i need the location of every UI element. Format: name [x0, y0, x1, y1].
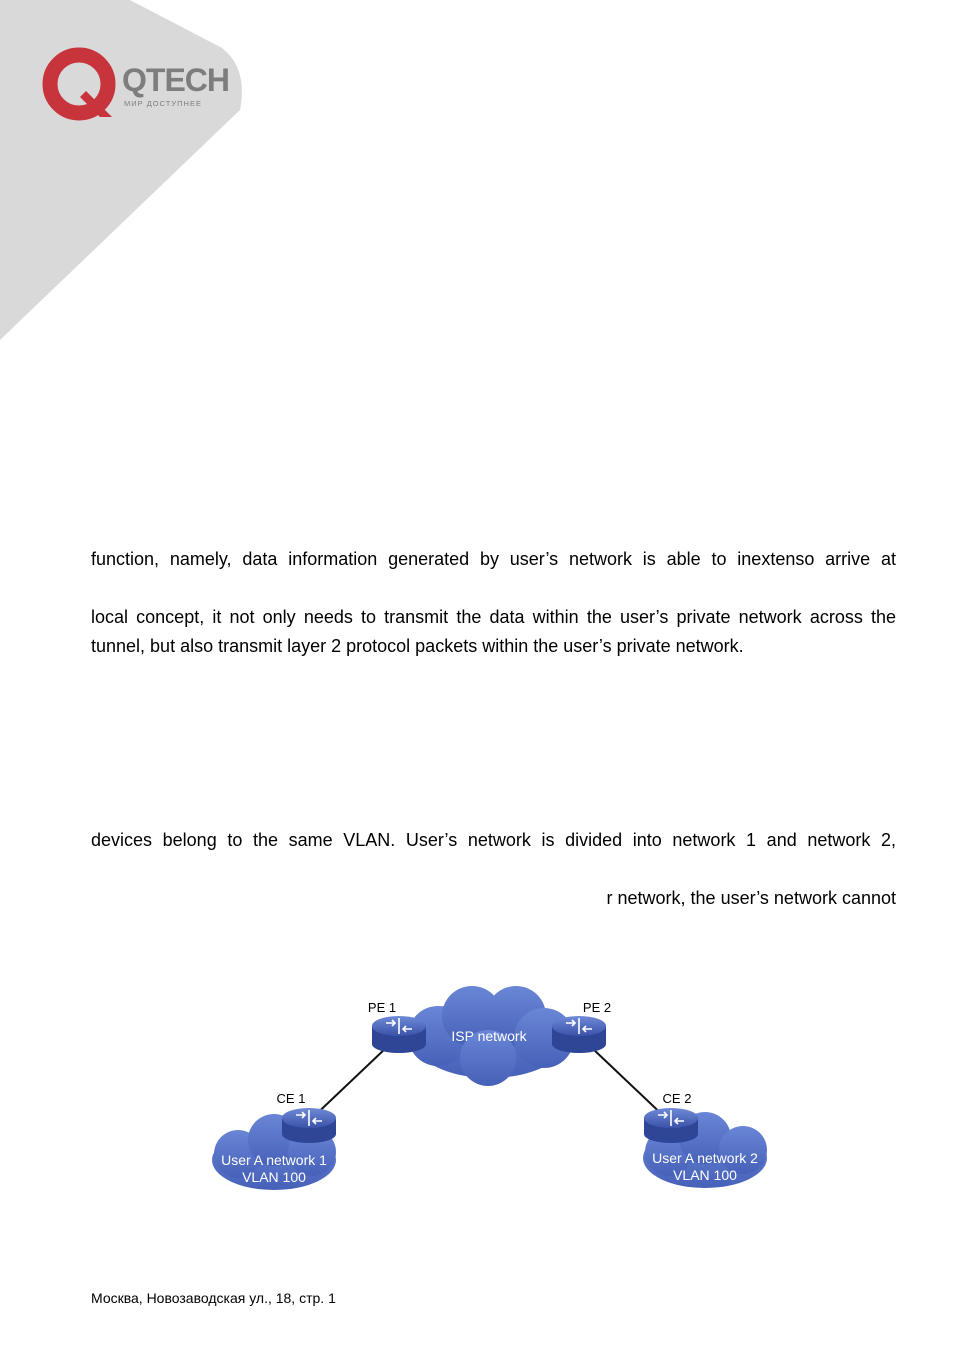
- ce1-label: CE 1: [276, 1091, 306, 1106]
- logo-wordmark: QTECH: [122, 62, 229, 98]
- pe2-label: PE 2: [582, 1000, 612, 1015]
- user-network-1-label: User A network 1: [221, 1152, 327, 1168]
- ce2-switch-icon: [644, 1108, 698, 1143]
- network-topology-diagram: [200, 980, 780, 1210]
- pe1-switch-icon: [372, 1016, 426, 1053]
- paragraph-2-line-1: local concept, it not only needs to transmit the data within the user’s private network across the: [91, 607, 896, 627]
- user-network-2-vlan: VLAN 100: [673, 1167, 737, 1183]
- qtech-logo-icon: [42, 47, 116, 121]
- paragraph-3-line: devices belong to the same VLAN. User’s network is divided into network 1 and network 2,: [91, 830, 896, 850]
- pe1-label: PE 1: [367, 1000, 397, 1015]
- user-network-1-vlan: VLAN 100: [242, 1169, 306, 1185]
- ce1-switch-icon: [282, 1108, 336, 1143]
- isp-network-label: ISP network: [451, 1028, 527, 1044]
- ce2-label: CE 2: [662, 1091, 692, 1106]
- paragraph-2-line-2: tunnel, but also transmit layer 2 protocol packets within the user’s private network.: [91, 636, 744, 656]
- corner-decoration: [0, 0, 260, 360]
- footer-address: Москва, Новозаводская ул., 18, стр. 1: [91, 1290, 336, 1306]
- logo-tagline: МИР ДОСТУПНЕЕ: [124, 99, 202, 108]
- user-network-2-label: User A network 2: [652, 1150, 758, 1166]
- pe2-switch-icon: [552, 1016, 606, 1053]
- paragraph-1-line: function, namely, data information generated by user’s network is able to inextenso arrive at: [91, 549, 896, 569]
- paragraph-4-fragment: r network, the user’s network cannot: [606, 888, 896, 908]
